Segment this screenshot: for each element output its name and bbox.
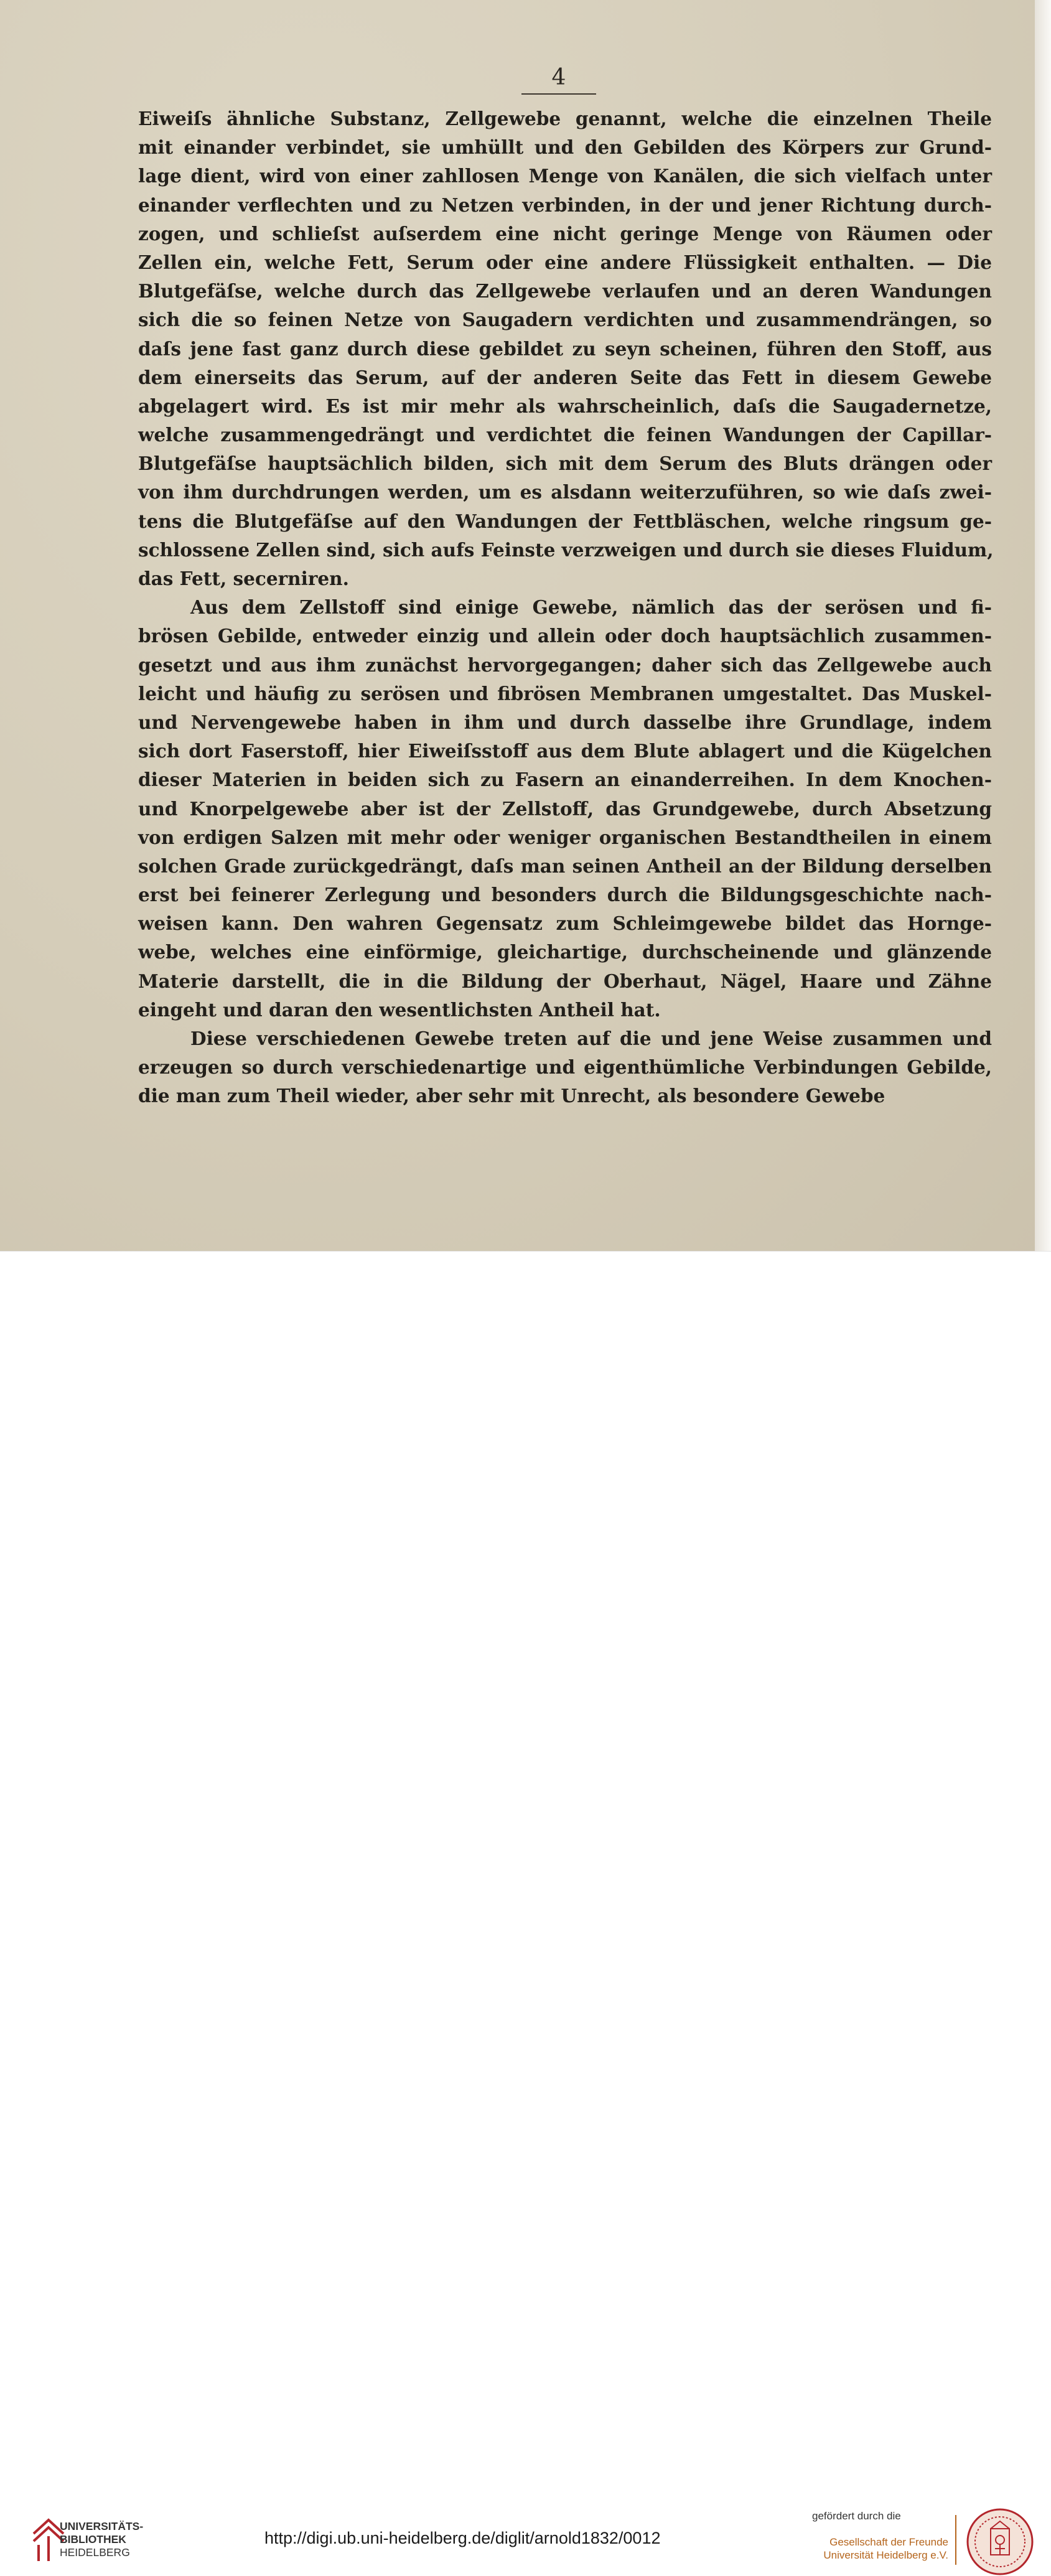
text-line: eingeht und daran den wesentlichsten Antheil hat.: [138, 998, 661, 1021]
sponsor-name-line2: Universität Heidelberg e.V.: [823, 2549, 948, 2561]
text-line: solchen Grade zurückgedrängt, daſs man seinen Antheil an der Bildung derselben: [138, 855, 992, 877]
text-line: Eiweiſs ähnliche Substanz, Zellgewebe genannt, welche die einzelnen Theile: [138, 108, 992, 129]
sponsor-divider: [955, 2515, 956, 2565]
page-edge: [1035, 0, 1051, 1251]
text-line: gesetzt und aus ihm zunächst hervorgegangen; daher sich das Zellgewebe auch: [138, 653, 992, 676]
text-line: brösen Gebilde, entweder einzig und allein oder doch hauptsächlich zusammen-: [138, 625, 992, 647]
sponsor-name-line1: Gesellschaft der Freunde: [829, 2536, 948, 2548]
text-line: Aus dem Zellstoff sind einige Gewebe, nämlich das der serösen und fi-: [190, 596, 992, 619]
text-line: weisen kann. Den wahren Gegensatz zum Schleimgewebe bildet das Hornge-: [138, 912, 992, 935]
text-line: sich die so feinen Netze von Saugadern verdichten und zusammendrängen, so: [138, 309, 992, 331]
text-line: und Knorpelgewebe aber ist der Zellstoff, das Grundgewebe, durch Absetzung: [138, 797, 992, 820]
text-line: lage dient, wird von einer zahllosen Menge von Kanälen, die sich vielfach unter: [138, 165, 992, 187]
text-line: daſs jene fast ganz durch diese gebildet zu seyn scheinen, führen den Stoff, aus: [138, 337, 992, 360]
text-line: von ihm durchdrungen werden, um es alsdann weiterzuführen, so wie daſs zwei-: [138, 481, 992, 503]
text-line: sich dort Faserstoff, hier Eiweiſsstoff aus dem Blute ablagert und die Kügelchen: [138, 740, 992, 762]
text-line: abgelagert wird. Es ist mir mehr als wahrscheinlich, daſs die Saugadernetze,: [138, 395, 992, 417]
text-line: das Fett, secerniren.: [138, 568, 349, 589]
library-name-line3: HEIDELBERG: [60, 2546, 130, 2559]
university-seal-icon: [966, 2508, 1034, 2576]
text-line: welche zusammengedrängt und verdichtet die feinen Wandungen der Capillar-: [138, 424, 992, 446]
page-number: 4: [551, 65, 566, 90]
text-line: die man zum Theil wieder, aber sehr mit Unrecht, als besondere Gewebe: [138, 1085, 885, 1107]
library-name-line1: UNIVERSITÄTS-: [60, 2520, 144, 2532]
sponsor-name: [804, 2536, 948, 2562]
body-text: [138, 105, 992, 1111]
scanned-page: [0, 0, 1051, 1251]
text-line: von erdigen Salzen mit mehr oder weniger organischen Bestandtheilen in einem: [138, 826, 992, 848]
text-line: zogen, und schlieſst auſserdem eine nicht geringe Menge von Räumen oder: [138, 222, 992, 245]
text-line: schlossene Zellen sind, sich aufs Feinste verzweigen und durch sie dieses Fluidum,: [138, 538, 994, 561]
text-line: erzeugen so durch verschiedenartige und eigenthümliche Verbindungen Gebilde,: [138, 1056, 992, 1079]
library-name-line2: BIBLIOTHEK: [60, 2533, 126, 2546]
text-line: einander verflechten und zu Netzen verbinden, in der und jener Richtung durch-: [138, 194, 992, 216]
text-line: Materie darstellt, die in die Bildung der Oberhaut, Nägel, Haare und Zähne: [138, 970, 992, 992]
text-line: leicht und häufig zu serösen und fibrösen Membranen umgestaltet. Das Muskel-: [138, 682, 992, 705]
text-line: erst bei feinerer Zerlegung und besonders durch die Bildungsgeschichte nach-: [138, 884, 992, 906]
text-line: Blutgefäſse, welche durch das Zellgewebe verlaufen und an deren Wandungen: [138, 280, 992, 302]
text-line: Diese verschiedenen Gewebe treten auf die und jene Weise zusammen und: [190, 1028, 992, 1049]
text-line: dieser Materien in beiden sich zu Fasern an einanderreihen. In dem Knochen-: [138, 769, 992, 791]
footer-bar: [0, 1251, 1051, 2561]
text-line: webe, welches eine einförmige, gleichartige, durchscheinende und glänzende: [138, 941, 992, 963]
page-number-rule: [521, 93, 596, 95]
sponsor-prefix: gefördert durch die: [812, 2510, 901, 2522]
text-line: und Nervengewebe haben in ihm und durch dasselbe ihre Grundlage, indem: [138, 711, 992, 733]
permalink-url[interactable]: http://digi.ub.uni-heidelberg.de/diglit/arnold1832/0012: [264, 2529, 661, 2547]
text-line: Blutgefäſse hauptsächlich bilden, sich mit dem Serum des Bluts drängen oder: [138, 452, 992, 475]
library-name: [60, 2520, 143, 2559]
text-line: tens die Blutgefäſse auf den Wandungen der Fettbläschen, welche ringsum ge-: [138, 510, 992, 532]
text-line: mit einander verbindet, sie umhüllt und den Gebilden des Körpers zur Grund-: [138, 136, 992, 159]
text-line: dem einerseits das Serum, auf der anderen Seite das Fett in diesem Gewebe: [138, 366, 992, 388]
text-line: Zellen ein, welche Fett, Serum oder eine andere Flüssigkeit enthalten. — Die: [138, 251, 992, 273]
